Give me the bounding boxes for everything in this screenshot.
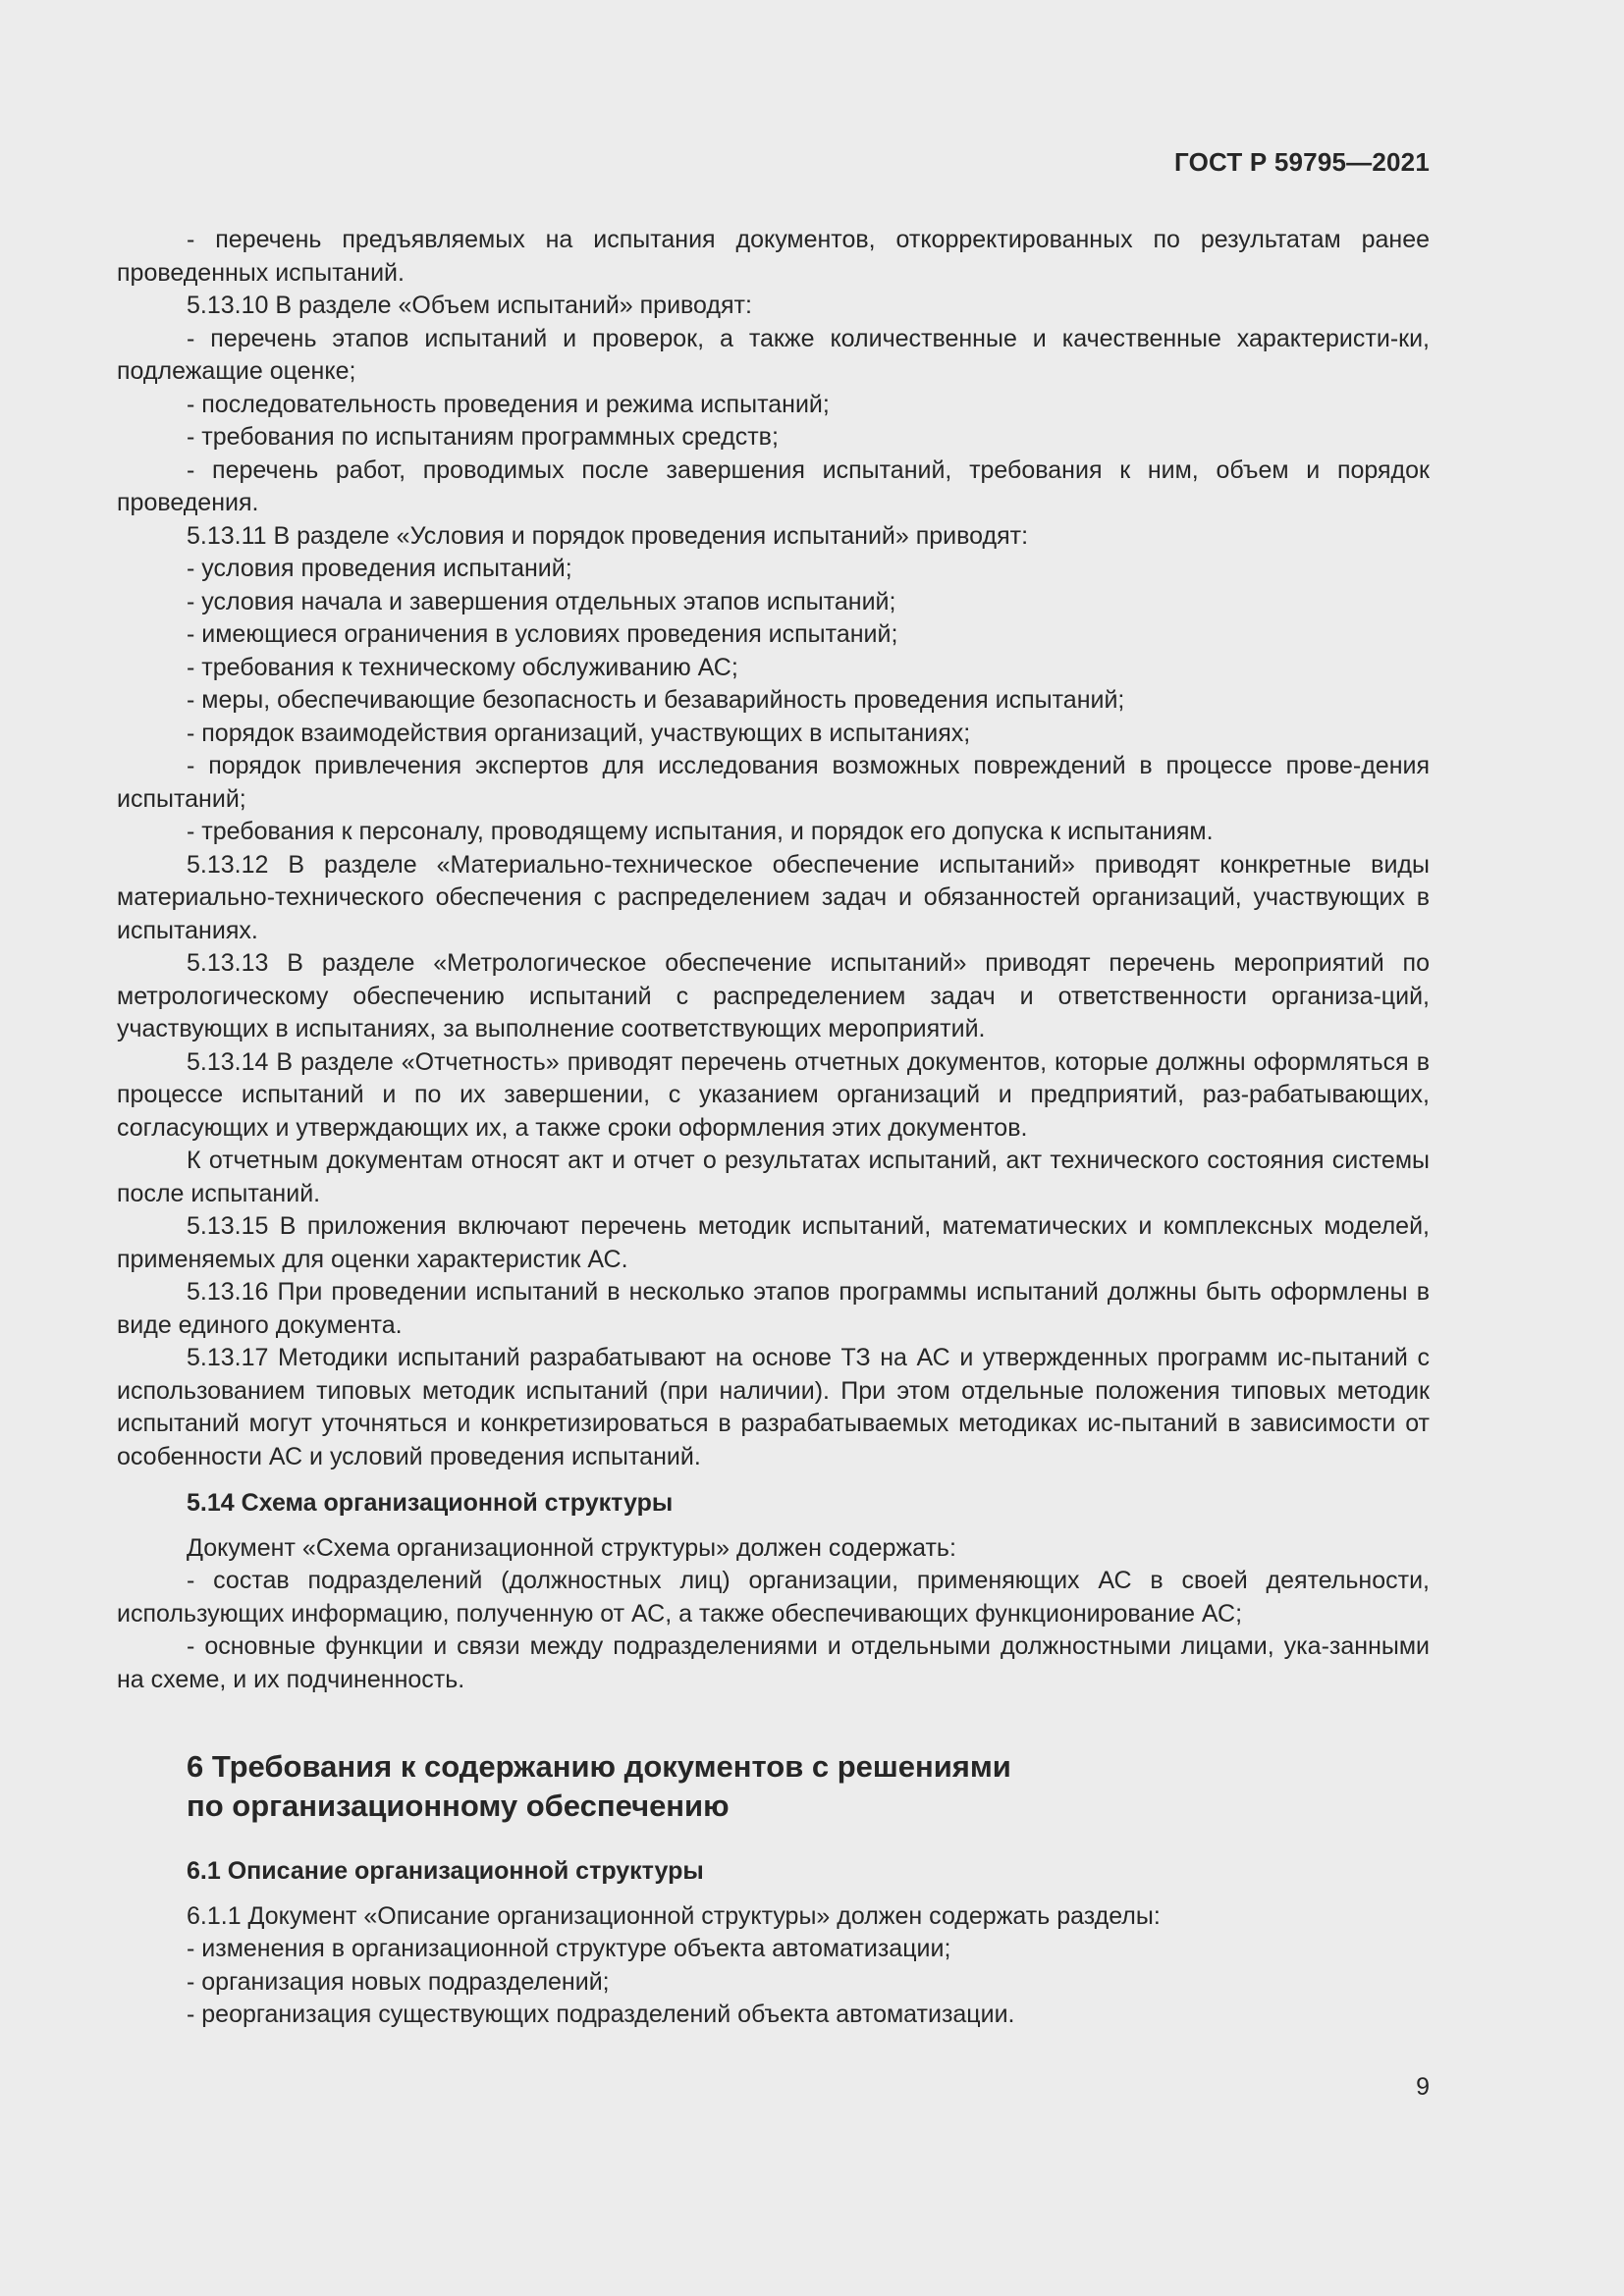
section-heading-6-line1: 6 Требования к содержанию документов с решениями	[187, 1749, 1011, 1784]
paragraph: К отчетным документам относят акт и отчет о результатах испытаний, акт технического состояния системы после испытаний.	[117, 1147, 1430, 1207]
list-item: - организация новых подразделений;	[187, 1967, 610, 1996]
list-item: - состав подразделений (должностных лиц) организации, применяющих АС в своей деятельности, использующих информацию, полученную от АС, а также обеспечивающих функционирование АС;	[117, 1567, 1430, 1628]
list-item: - порядок взаимодействия организаций, участвующих в испытаниях;	[187, 719, 971, 747]
clause-5-13-11: 5.13.11 В разделе «Условия и порядок проведения испытаний» приводят:	[187, 521, 1029, 550]
clause-5-13-15: 5.13.15 В приложения включают перечень методик испытаний, математических и комплексных моделей, применяемых для оценки характеристик АС.	[117, 1212, 1430, 1273]
section-6-1-body	[117, 1900, 1430, 2032]
list-item: - требования к техническому обслуживанию АС;	[187, 653, 738, 681]
section-heading-6-line2: по организационному обеспечению	[187, 1789, 730, 1823]
clause-5-13-13: 5.13.13 В разделе «Метрологическое обеспечение испытаний» приводят перечень мероприятий по метрологическому обеспечению испытаний с распределением задач и ответственности организа-ций, участвующих в испытаниях, за выполнение соответствующих мероприятий.	[117, 949, 1430, 1042]
list-item: - требования к персоналу, проводящему испытания, и порядок его допуска к испытаниям.	[187, 818, 1214, 845]
clause-5-13-10: 5.13.10 В разделе «Объем испытаний» приводят:	[187, 292, 752, 319]
list-item: - требования по испытаниям программных средств;	[187, 423, 779, 451]
document-body	[117, 224, 1430, 2032]
clause-5-13-12: 5.13.12 В разделе «Материально-техническое обеспечение испытаний» приводят конкретные виды материально-технического обеспечения с распределением задач и обязанностей организаций, участвующих в испытаниях.	[117, 850, 1430, 944]
paragraph: Документ «Схема организационной структуры» должен содержать:	[187, 1533, 956, 1562]
list-item: - меры, обеспечивающие безопасность и безаварийность проведения испытаний;	[187, 686, 1125, 714]
list-item: - условия начала и завершения отдельных этапов испытаний;	[187, 587, 896, 615]
list-item: - реорганизация существующих подразделений объекта автоматизации.	[187, 2001, 1015, 2028]
section-heading-6	[117, 1747, 1430, 1826]
list-item: - условия проведения испытаний;	[187, 555, 572, 582]
list-item: - основные функции и связи между подразделениями и отдельными должностными лицами, ука-занными на схеме, и их подчиненность.	[117, 1632, 1430, 1693]
list-item: - порядок привлечения экспертов для исследования возможных повреждений в процессе прове-дения испытаний;	[117, 752, 1430, 813]
section-heading-6-1: 6.1 Описание организационной структуры	[187, 1857, 704, 1885]
section-heading-5-14: 5.14 Схема организационной структуры	[187, 1489, 674, 1517]
paragraph: - перечень предъявляемых на испытания документов, откорректированных по результатам ранее проведенных испытаний.	[117, 226, 1430, 287]
clause-5-13-17: 5.13.17 Методики испытаний разрабатывают на основе ТЗ на АС и утвержденных программ ис-пытаний с использованием типовых методик испытаний (при наличии). При этом отдельные положения типовых методик испытаний могут уточняться и конкретизироваться в разрабатываемых методиках ис-пытаний в зависимости от особенности АС и условий проведения испытаний.	[117, 1344, 1430, 1470]
clause-5-13-14: 5.13.14 В разделе «Отчетность» приводят перечень отчетных документов, которые должны оформляться в процессе испытаний и по их завершении, с указанием организаций и предприятий, раз-рабатывающих, согласующих и утверждающих их, а также сроки оформления этих документов.	[117, 1047, 1430, 1142]
clause-5-13-16: 5.13.16 При проведении испытаний в несколько этапов программы испытаний должны быть оформлены в виде единого документа.	[117, 1278, 1430, 1339]
list-item: - последовательность проведения и режима испытаний;	[187, 390, 830, 418]
clause-6-1-1: 6.1.1 Документ «Описание организационной структуры» должен содержать разделы:	[187, 1901, 1161, 1930]
list-item: - имеющиеся ограничения в условиях проведения испытаний;	[187, 620, 898, 648]
page-number: 9	[1416, 2073, 1430, 2101]
list-item: - перечень этапов испытаний и проверок, а также количественные и качественные характеристи-ки, подлежащие оценке;	[117, 324, 1430, 385]
list-item: - перечень работ, проводимых после завершения испытаний, требования к ним, объем и порядок проведения.	[117, 455, 1430, 516]
document-code: ГОСТ Р 59795—2021	[1174, 147, 1430, 177]
list-item: - изменения в организационной структуре объекта автоматизации;	[187, 1935, 951, 1962]
